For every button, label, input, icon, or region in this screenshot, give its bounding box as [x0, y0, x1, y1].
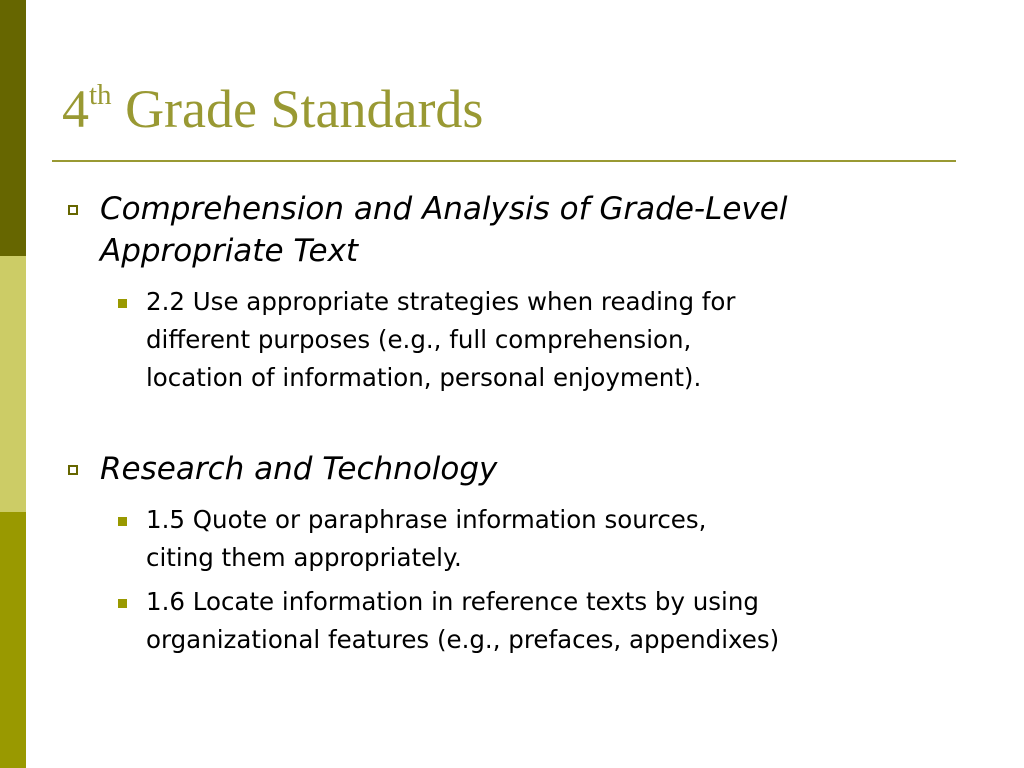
title-divider	[52, 160, 956, 162]
section-heading-line: Comprehension and Analysis of Grade-Level	[100, 191, 788, 227]
side-bar-middle	[0, 256, 26, 512]
section-heading-comprehension	[100, 188, 787, 272]
title-text: Grade Standards	[111, 79, 484, 139]
standard-item-line: 1.5 Quote or paraphrase information sources,	[146, 505, 707, 534]
section-heading-line: Appropriate Text	[100, 233, 359, 269]
standard-item-line: 1.6 Locate information in reference texts by using	[146, 587, 759, 616]
title-superscript: th	[89, 79, 112, 111]
filled-square-bullet-icon	[118, 517, 127, 526]
section-heading-line: Research and Technology	[100, 451, 498, 487]
standard-item-1-6	[146, 583, 779, 659]
section-heading-research	[100, 448, 497, 490]
slide-title	[62, 79, 484, 139]
standard-item-line: different purposes (e.g., full comprehension,	[146, 325, 692, 354]
filled-square-bullet-icon	[118, 599, 127, 608]
standard-item-line: 2.2 Use appropriate strategies when reading for	[146, 287, 736, 316]
title-number: 4	[62, 79, 89, 139]
standard-item-1-5	[146, 501, 706, 577]
side-bar-top	[0, 0, 26, 256]
standard-item-line: citing them appropriately.	[146, 543, 462, 572]
standard-item-2-2	[146, 283, 735, 397]
hollow-square-bullet-icon	[68, 205, 78, 215]
standard-item-line: organizational features (e.g., prefaces, appendixes)	[146, 625, 780, 654]
side-bar-bottom	[0, 512, 26, 768]
filled-square-bullet-icon	[118, 299, 127, 308]
standard-item-line: location of information, personal enjoyment).	[146, 363, 702, 392]
hollow-square-bullet-icon	[68, 465, 78, 475]
